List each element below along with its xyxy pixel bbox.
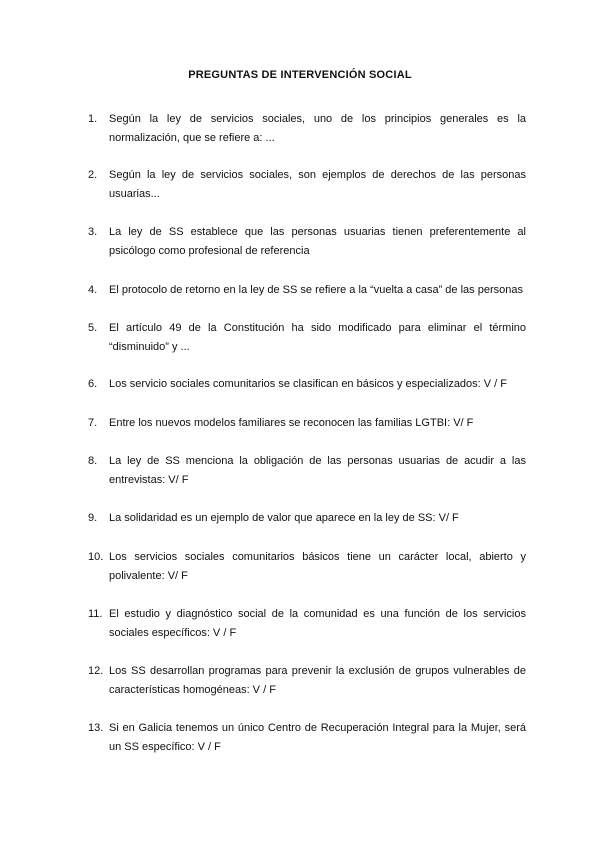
question-text: La ley de SS establece que las personas usuarias tienen preferentemente al psicólogo como profesional de referencia (109, 226, 526, 257)
question-number: 10. (88, 551, 104, 563)
question-item (88, 548, 526, 586)
question-item (88, 452, 526, 490)
question-text: Según la ley de servicios sociales, uno de los principios generales es la normalización, que se refiere a: ... (109, 113, 526, 144)
question-text: El estudio y diagnóstico social de la comunidad es una función de los servicios sociales específicos: V / F (109, 608, 526, 639)
question-item (88, 509, 526, 528)
question-text: La solidaridad es un ejemplo de valor que aparece en la ley de SS: V/ F (109, 512, 459, 524)
question-item (88, 166, 526, 204)
question-number: 5. (88, 322, 98, 334)
question-item (88, 319, 526, 357)
question-item (88, 110, 526, 148)
question-number: 11. (88, 608, 103, 620)
question-number: 13. (88, 722, 104, 734)
question-text: La ley de SS menciona la obligación de las personas usuarias de acudir a las entrevistas: V/ F (109, 455, 526, 486)
question-item (88, 605, 526, 643)
question-item (88, 662, 526, 700)
question-text: El artículo 49 de la Constitución ha sido modificado para eliminar el término “disminuido” y ... (109, 322, 526, 353)
question-item (88, 375, 526, 394)
question-item (88, 223, 526, 261)
question-item (88, 281, 526, 300)
question-number: 12. (88, 665, 104, 677)
question-number: 8. (88, 455, 98, 467)
question-number: 2. (88, 169, 98, 181)
question-number: 1. (88, 113, 98, 125)
question-item (88, 414, 526, 433)
question-text: Los servicio sociales comunitarios se clasifican en básicos y especializados: V / F (109, 378, 508, 390)
question-item (88, 719, 526, 757)
question-text: Los servicios sociales comunitarios básicos tiene un carácter local, abierto y polivalente: V/ F (109, 551, 526, 582)
question-number: 6. (88, 378, 98, 390)
document-title: PREGUNTAS DE INTERVENCIÓN SOCIAL (188, 69, 412, 81)
question-text: Según la ley de servicios sociales, son ejemplos de derechos de las personas usuarias... (109, 169, 526, 200)
question-number: 9. (88, 512, 98, 524)
question-number: 7. (88, 417, 98, 429)
question-text: Entre los nuevos modelos familiares se reconocen las familias LGTBI: V/ F (109, 417, 474, 429)
question-text: Si en Galicia tenemos un único Centro de Recuperación Integral para la Mujer, será un SS específico: V / F (109, 722, 526, 753)
question-text: El protocolo de retorno en la ley de SS se refiere a la “vuelta a casa” de las personas (109, 284, 523, 296)
question-number: 4. (88, 284, 98, 296)
question-text: Los SS desarrollan programas para prevenir la exclusión de grupos vulnerables de características homogéneas: V / F (109, 665, 526, 696)
question-number: 3. (88, 226, 98, 238)
